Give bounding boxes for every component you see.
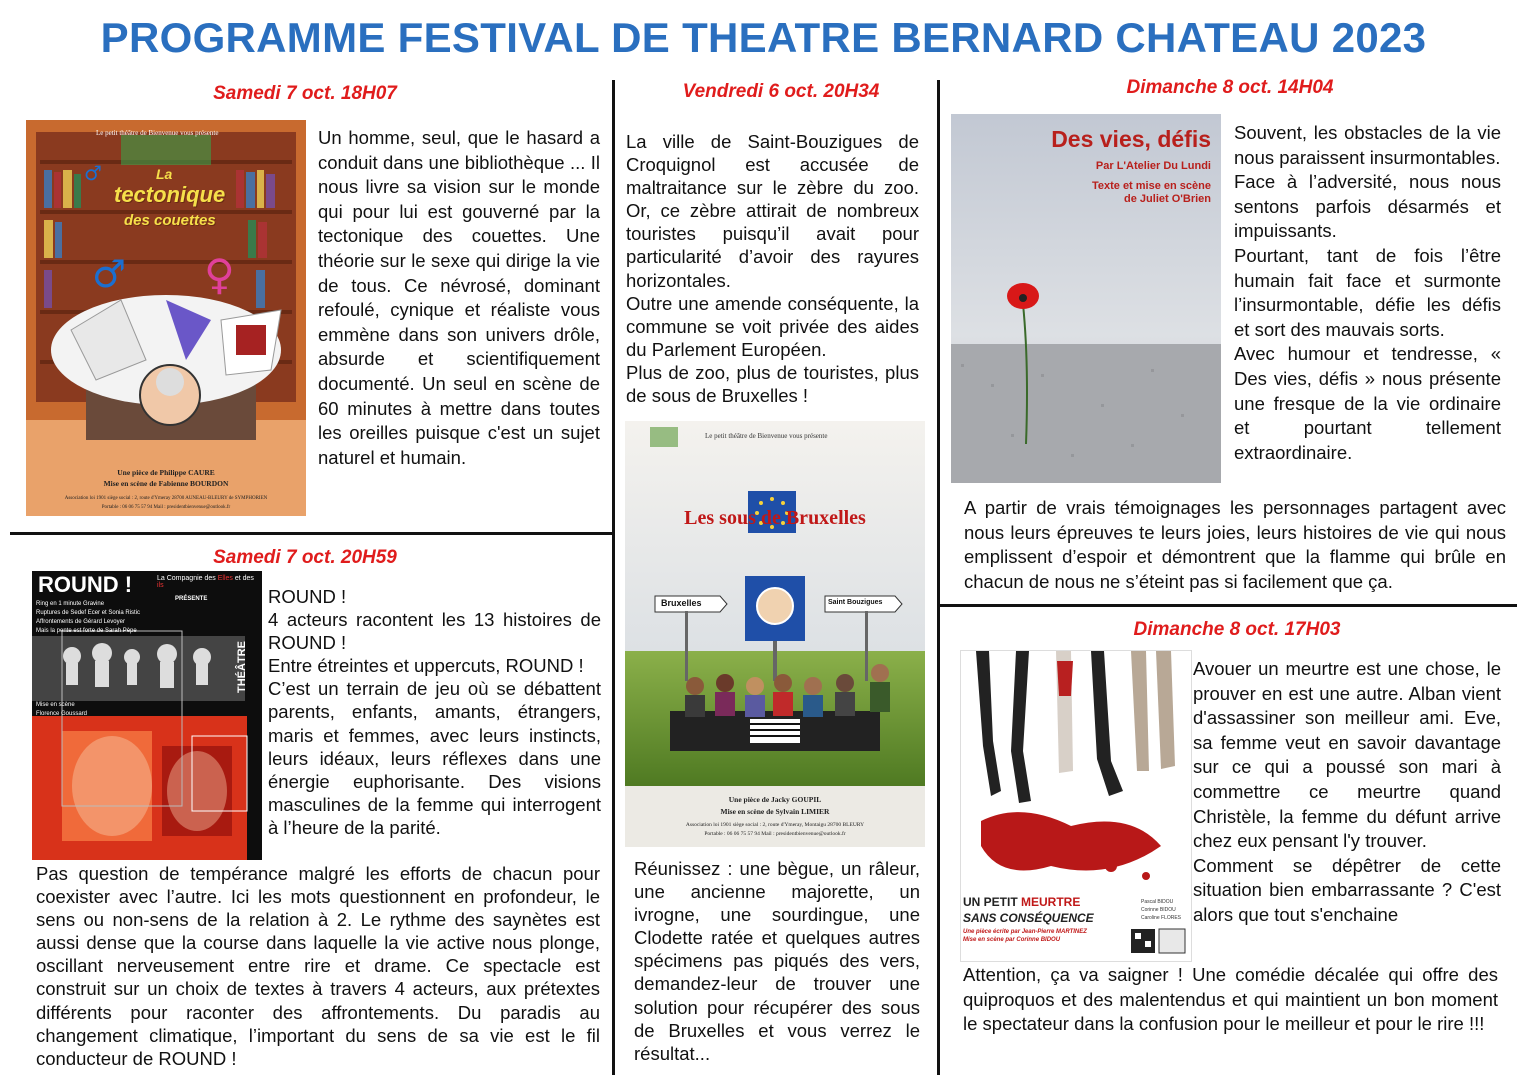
poster-1-title-3: des couettes [124,212,216,229]
show-5-paragraph-2: Comment se dépêtrer de cette situation bien embarrassante ? C'est alors que tout s'enchaine [1193,854,1501,925]
show-1-description [318,126,600,470]
poster-des-vies-defis [951,114,1221,483]
show-4-paragraph-3: Pourtant, tant de fois l’être humain fait face et surmonte l’insurmontable, défie les défis et sort des mauvais sorts. [1234,244,1501,340]
poster-2-title: ROUND ! [38,572,133,597]
svg-text:♂: ♂ [84,161,102,185]
poster-round [32,571,262,860]
poster-3-sign-left: Bruxelles [661,598,702,608]
poster-petit-meurtre [960,650,1192,962]
show-5-heading: Dimanche 8 oct. 17H03 [1133,619,1341,640]
poster-3-footer: Association loi 1901 siège social : 2, route d'Ymeray, Montaigu 28700 BLEURY [685,822,865,828]
poster-1-top: Le petit théâtre de Bienvenue vous présente [96,129,219,137]
show-3-paragraph-1: La ville de Saint-Bouzigues de Croquignol est accusée de maltraitance sur le zèbre du zoo. Or, ce zèbre attirait de nombreux touristes puisqu’il avait pour particularité d’avoir des rayures horizontales. [626,131,919,291]
show-2-line-4: C’est un terrain de jeu où se débattent parents, enfants, amants, étrangers, maris et femmes, avec leurs instincts, leurs idéaux, leurs réflexes dans une énergie euphorisante. Des visions masculines de la femme qui interrogent à l’heure de la parité. [268,678,601,838]
poster-4-title: Des vies, défis [1051,126,1211,152]
show-1-paragraph: Un homme, seul, que le hasard a conduit dans une bibliothèque ... Il nous livre sa vision sur le monde qui pour lui est gouverné par la tectonique des couettes. Une théorie sur le sexe qui dirige la vie de tous. Ce névrosé, dominant refoulé, cynique et réaliste vous emmène dans son univers drôle, absurde et scientifiquement documenté. Un seul en scène de 60 minutes à mettre dans toutes les oreilles puisque c'est un sujet naturel et humain. [318,127,600,468]
poster-1-director: Mise en scène de Fabienne BOURDON [103,479,229,488]
show-2-line-2: 4 acteurs racontent les 13 histoires de ROUND ! [268,609,601,654]
poster-5-title-1 [963,895,1080,909]
show-1-heading: Samedi 7 oct. 18H07 [213,83,397,104]
poster-5-cast-2: Corinne BIDOU [1141,907,1176,913]
show-4-paragraph-2: Face à l’adversité, nous nous sentons parfois désarmés et impuissants. [1234,171,1501,242]
poster-5-credit-1: Une pièce écrite par Jean-Pierre MARTINEZ [963,929,1087,935]
poster-2-theatre: THÉÂTRE [236,641,248,693]
show-4-description [1234,121,1501,465]
poster-4-company: Par L'Atelier Du Lundi [1095,160,1211,172]
show-5-bottom-text: Attention, ça va saigner ! Une comédie décalée qui offre des quiproquos et des malentendus et qui maintient un bon moment le spectateur dans la confusion pour le meilleur et pour le rire !!! [963,964,1498,1035]
poster-2-mise-1: Mise en scène [36,702,75,708]
show-3-paragraph-2: Outre une amende conséquente, la commune se voit privée des aides du Parlement Européen. [626,292,919,360]
poster-2-company-and: et des [232,575,254,582]
show-2-side-text [268,585,601,839]
row-divider-right [937,604,1517,607]
poster-1-title-1: La [156,166,173,182]
poster-2-line1: Ring en 1 minute Gravine [36,601,105,607]
column-divider-right [937,80,940,1075]
poster-2-mise-2: Florence Goussard [36,711,88,717]
poster-4-credit-2: de Juliet O'Brien [1124,193,1211,205]
show-4-paragraph-1: Souvent, les obstacles de la vie nous paraissent insurmontables. [1234,122,1501,168]
show-3-paragraph-3: Plus de zoo, plus de touristes, plus de sous de Bruxelles ! [626,361,919,407]
show-3-bottom-text: Réunissez : une bègue, un râleur, une ancienne majorette, un ivrogne, une sourdingue, une Clodette ratée et quelques autres spécimens pas piqués des vers, demandez-leur de trouver une solution pour récupérer des sous de Bruxelles et vous verrez le résultat... [634,858,920,1064]
show-5-description [1193,657,1501,928]
poster-3-director: Mise en scène de Sylvain LIMIER [720,807,830,816]
poster-2-company [157,575,262,589]
poster-1-contact: Portable : 06 06 75 57 94 Mail : presidentbienvenue@outlook.fr [101,505,231,510]
show-2-line-1: ROUND ! [268,586,347,607]
column-divider-left [612,80,615,1075]
male-symbol-icon: ♂ [92,252,127,296]
page-title: PROGRAMME FESTIVAL DE THEATRE BERNARD CHATEAU 2023 [100,14,1427,61]
show-2-line-3: Entre étreintes et uppercuts, ROUND ! [268,655,584,677]
poster-3-contact: Portable : 06 06 75 57 94 Mail : presidentbienvenue@outlook.fr [704,831,846,837]
poster-1-title-2: tectonique [114,182,226,207]
poster-2-line2: Ruptures de Sedef Ecer et Sonia Ristic [36,610,141,616]
poster-5-title-2: SANS CONSÉQUENCE [963,911,1094,925]
show-4-bottom-text: A partir de vrais témoignages les personnages partagent avec nous leurs épreuves te leurs joies, leurs histoires de vie qui nous emplissent d’espoir et démontrent que la flamme qui brûle en chacun de nous ne s’éteint pas si facilement que ça. [964,497,1506,592]
show-2-heading: Samedi 7 oct. 20H59 [213,547,397,568]
female-symbol-icon: ♀ [204,250,235,299]
poster-3-author: Une pièce de Jacky GOUPIL [728,795,822,804]
poster-2-company-text: La Compagnie des [157,575,218,582]
poster-1-author: Une pièce de Philippe CAURE [117,468,215,477]
poster-3-top: Le petit théâtre de Bienvenue vous présente [705,432,828,440]
poster-3-sign-right: Saint Bouzigues [828,599,883,606]
show-3-heading: Vendredi 6 oct. 20H34 [682,81,880,102]
poster-3-title: Les sous de Bruxelles [684,507,866,529]
poster-2-company-ils: ils [157,582,164,589]
poster-2-company-elles: Elles [217,575,233,582]
poster-2-line3: Affrontements de Gérard Levoyer [36,619,125,625]
poster-5-credit-2: Mise en scène par Corinne BIDOU [963,937,1061,943]
poster-1-footer: Association loi 1901 siège social : 2, route d'Ymeray 28700 AUNEAU-BLEURY de SYMPHORIEN [64,496,268,501]
poster-5-cast-3: Caroline FLORES [1141,915,1182,921]
row-divider-left [10,532,613,535]
poster-5-title-1a: UN PETIT [963,895,1022,909]
poster-tectonique [26,120,306,516]
poster-2-line4: Mais la pente est forte de Sarah Pèpe [36,628,137,634]
show-2-bottom-text: Pas question de tempérance malgré les efforts de chacun pour coexister avec l’autre. Ici les mots questionnent en profondeur, le sens ou non-sens de la relation à 2. Le rythme des saynètes est aussi dense que la course dans laquelle la vie active nous plonge, oscillant nerveusement entre rire et drame. Ce spectacle est construit sur un choix de textes à travers 4 acteurs, aux prétextes différents pour raconter des affrontements. Du paradis au changement climatique, l’important du sens de sa vie est le fil conducteur de ROUND ! [36,863,600,1069]
show-4-heading: Dimanche 8 oct. 14H04 [1126,77,1334,98]
poster-sous-de-bruxelles [625,421,925,847]
show-4-paragraph-4: Avec humour et tendresse, « Des vies, défis » nous présente une fresque de la vie ordinaire et pourtant tellement extraordinaire. [1234,343,1501,463]
show-5-paragraph-1: Avouer un meurtre est une chose, le prouver en est une autre. Alban vient d'assassiner son meilleur ami. Eve, sa femme veut en savoir davantage sur ce qui a poussé son mari à commettre ce meurtre quand Christèle, la femme du défunt arrive chez eux pensant l'y trouver. [1193,658,1501,852]
poster-2-presente: PRÉSENTE [175,596,208,602]
poster-5-cast-1: Pascal BIDOU [1141,899,1174,905]
show-3-description [626,130,919,407]
poster-5-title-1b: MEURTRE [1021,895,1081,909]
poster-4-credit-1: Texte et mise en scène [1091,180,1211,192]
